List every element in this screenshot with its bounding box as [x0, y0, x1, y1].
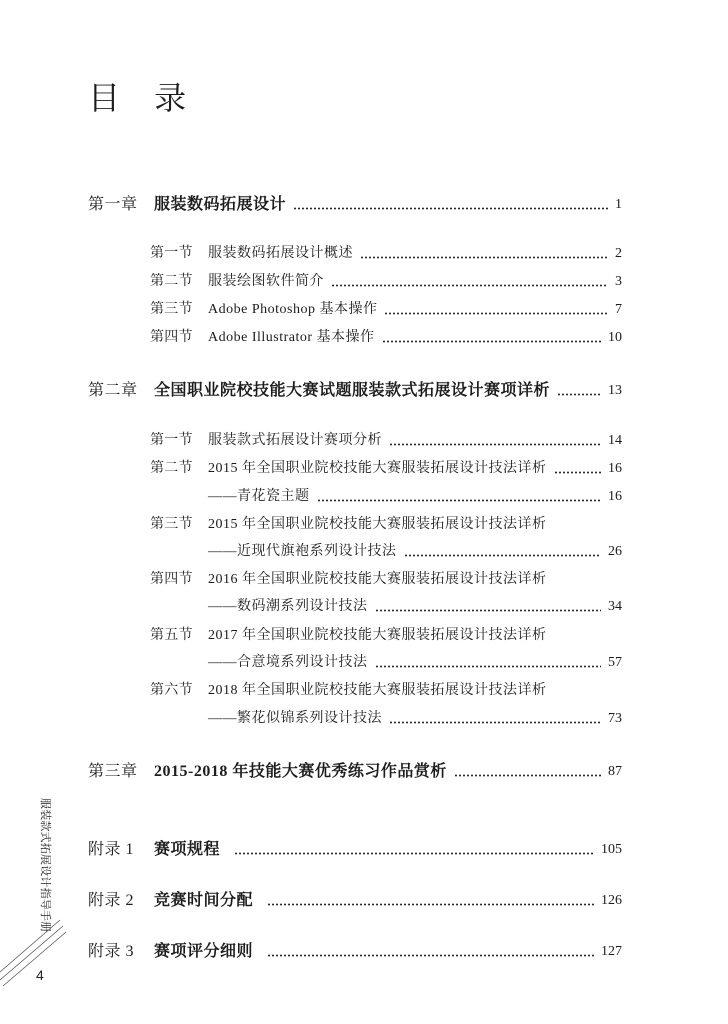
appendix-title: 赛项规程	[154, 841, 221, 858]
dot-leader	[389, 721, 601, 724]
section-subtitle: ——繁花似锦系列设计技法	[208, 711, 382, 726]
section-subtitle: ——近现代旗袍系列设计技法	[208, 544, 397, 559]
chapter-entry-3	[88, 761, 622, 783]
section-subtitle-entry	[208, 708, 622, 730]
diagonal-lines-decoration	[0, 910, 80, 1000]
folio-page-number: 4	[36, 967, 44, 983]
page-number: 1	[615, 197, 622, 212]
dot-leader	[382, 340, 601, 343]
section-label: 第三节	[150, 302, 193, 317]
dot-leader	[234, 852, 594, 855]
section-entry	[150, 299, 622, 321]
dot-leader	[554, 471, 602, 474]
section-entry	[150, 680, 622, 702]
book-side-title: 服装款式拓展设计指导手册	[39, 798, 52, 933]
section-subtitle: ——合意境系列设计技法	[208, 655, 368, 670]
page-number: 26	[608, 544, 622, 559]
section-title: 服装绘图软件简介	[208, 274, 324, 289]
page-number: 105	[601, 842, 622, 857]
page-number: 10	[608, 330, 622, 345]
section-title: 2015 年全国职业院校技能大赛服装拓展设计技法详析	[208, 461, 547, 476]
appendix-entry-1	[88, 839, 622, 861]
appendix-entry-2	[88, 890, 622, 912]
section-title: 2017 年全国职业院校技能大赛服装拓展设计技法详析	[208, 628, 547, 643]
page-number: 7	[615, 302, 622, 317]
page-number: 2	[615, 246, 622, 261]
section-subtitle: ——数码潮系列设计技法	[208, 599, 368, 614]
section-entry	[150, 514, 622, 536]
chapter-entry-1	[88, 194, 622, 216]
page-number: 3	[615, 274, 622, 289]
section-subtitle: ——青花瓷主题	[208, 489, 310, 504]
appendix-entry-3	[88, 941, 622, 963]
dot-leader	[454, 774, 601, 777]
dot-leader	[267, 954, 594, 957]
appendix-title: 赛项评分细则	[154, 943, 254, 960]
section-title: Adobe Photoshop 基本操作	[208, 302, 378, 317]
page-number: 13	[608, 383, 622, 398]
section-entry	[150, 625, 622, 647]
dot-leader	[267, 903, 594, 906]
page-number: 16	[608, 461, 622, 476]
section-label: 第三节	[150, 517, 193, 532]
appendix-label: 附录 2	[88, 892, 135, 909]
section-label: 第四节	[150, 572, 193, 587]
chapter-entry-2	[88, 380, 622, 402]
section-entry	[150, 430, 622, 452]
section-label: 第二节	[150, 461, 193, 476]
page-number: 34	[608, 599, 622, 614]
dot-leader	[360, 256, 608, 259]
section-label: 第五节	[150, 628, 193, 643]
dot-leader	[389, 443, 601, 446]
chapter-label: 第三章	[88, 763, 138, 780]
section-entry	[150, 327, 622, 349]
section-title: 2015 年全国职业院校技能大赛服装拓展设计技法详析	[208, 517, 547, 532]
page-number: 87	[608, 764, 622, 779]
chapter-title: 服装数码拓展设计	[154, 196, 287, 213]
section-entry	[150, 569, 622, 591]
chapter-label: 第一章	[88, 196, 138, 213]
page-number: 57	[608, 655, 622, 670]
dot-leader	[331, 284, 608, 287]
section-label: 第四节	[150, 330, 193, 345]
section-title: Adobe Illustrator 基本操作	[208, 330, 375, 345]
diagonal-line	[0, 920, 60, 972]
section-label: 第一节	[150, 246, 193, 261]
section-title: 2018 年全国职业院校技能大赛服装拓展设计技法详析	[208, 683, 547, 698]
section-title: 服装数码拓展设计概述	[208, 246, 353, 261]
diagonal-line	[3, 932, 66, 986]
dot-leader	[375, 609, 602, 612]
section-subtitle-entry	[208, 596, 622, 618]
section-title: 服装款式拓展设计赛项分析	[208, 433, 382, 448]
section-entry	[150, 271, 622, 293]
section-label: 第二节	[150, 274, 193, 289]
appendix-label: 附录 3	[88, 943, 135, 960]
diagonal-line	[0, 926, 63, 980]
toc-title: 目 录	[88, 79, 199, 117]
dot-leader	[384, 312, 608, 315]
section-entry	[150, 243, 622, 265]
section-label: 第六节	[150, 683, 193, 698]
page-number: 73	[608, 711, 622, 726]
section-label: 第一节	[150, 433, 193, 448]
chapter-title: 全国职业院校技能大赛试题服装款式拓展设计赛项详析	[154, 382, 551, 399]
page-number: 127	[601, 944, 622, 959]
chapter-label: 第二章	[88, 382, 138, 399]
page-number: 126	[601, 893, 622, 908]
dot-leader	[317, 499, 602, 502]
section-subtitle-entry	[208, 486, 622, 508]
dot-leader	[375, 665, 602, 668]
section-subtitle-entry	[208, 541, 622, 563]
dot-leader	[293, 207, 608, 210]
appendix-label: 附录 1	[88, 841, 135, 858]
section-title: 2016 年全国职业院校技能大赛服装拓展设计技法详析	[208, 572, 547, 587]
dot-leader	[404, 554, 602, 557]
dot-leader	[557, 393, 601, 396]
section-subtitle-entry	[208, 652, 622, 674]
chapter-title: 2015-2018 年技能大赛优秀练习作品赏析	[154, 763, 447, 780]
page-number: 16	[608, 489, 622, 504]
page-number: 14	[608, 433, 622, 448]
section-entry	[150, 458, 622, 480]
appendix-title: 竞赛时间分配	[154, 892, 254, 909]
